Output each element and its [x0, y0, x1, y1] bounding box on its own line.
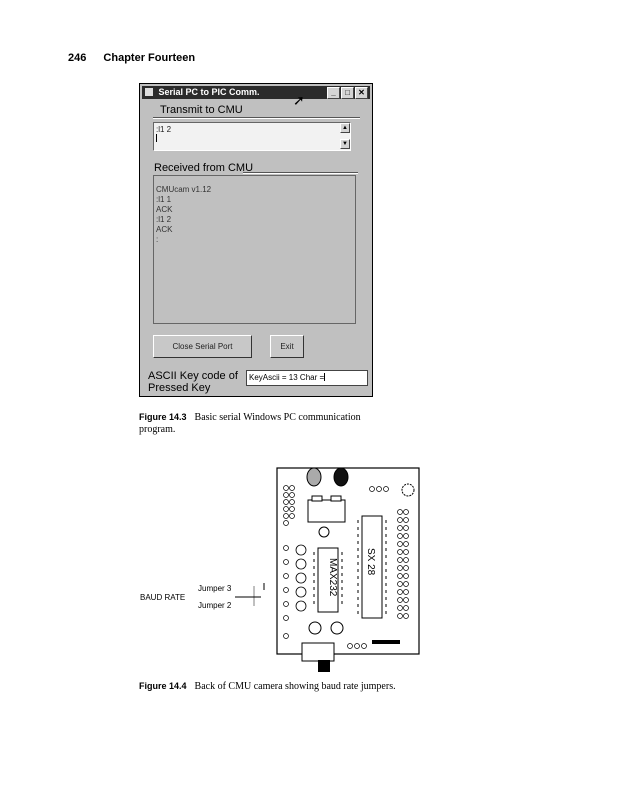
close-button[interactable]: ✕ — [355, 87, 368, 99]
ascii-label-line-2: Pressed Key — [148, 382, 211, 394]
figure-14-3-number: Figure 14.3 — [139, 412, 187, 422]
ascii-value-text: KeyAscii = 13 Char = — [249, 373, 325, 382]
bottom-pads — [348, 644, 367, 649]
top-right-pads — [370, 487, 389, 492]
close-serial-port-button[interactable]: Close Serial Port — [153, 335, 252, 358]
baud-rate-label: BAUD RATE — [140, 593, 186, 602]
received-line: : — [156, 235, 159, 244]
scroll-up-button[interactable]: ▲ — [340, 123, 350, 133]
mouse-pointer-icon: ➚ — [293, 92, 305, 108]
figure-14-3-text-1: Basic serial Windows PC communication — [194, 412, 361, 423]
crystal-can — [331, 622, 343, 634]
figure-14-3-text-2: program. — [139, 424, 176, 435]
power-connector — [308, 500, 345, 522]
received-line: ACK — [156, 205, 173, 214]
minimize-button[interactable]: _ — [327, 87, 340, 99]
figure-14-4-text: Back of CMU camera showing baud rate jumpers. — [194, 681, 396, 692]
camera-module — [302, 643, 334, 661]
crystal-can — [309, 622, 321, 634]
jumper-2-label: Jumper 2 — [198, 601, 232, 610]
sx28-label: SX 28 — [365, 548, 376, 576]
jumper-3-label: Jumper 3 — [198, 584, 232, 593]
mount-hole — [319, 527, 329, 537]
connector-tab — [312, 496, 322, 501]
received-line: :l1 1 — [156, 195, 172, 204]
received-line: CMUcam v1.12 — [156, 185, 212, 194]
received-line: :l1 2 — [156, 215, 172, 224]
transmit-label: Transmit to CMU — [160, 104, 243, 116]
figure-14-4-number: Figure 14.4 — [139, 681, 187, 691]
transmit-text: :l1 2 — [156, 125, 172, 134]
window-title: Serial PC to PIC Comm. — [158, 87, 260, 97]
figure-14-4-caption — [139, 680, 396, 693]
led-black — [334, 468, 348, 486]
scroll-down-button[interactable]: ▼ — [340, 139, 350, 149]
chapter-title: Chapter Fourteen — [103, 52, 196, 64]
camera-lens — [318, 660, 330, 672]
exit-button[interactable]: Exit — [270, 335, 304, 358]
received-line: ACK — [156, 225, 173, 234]
ascii-label-line-1: ASCII Key code of — [148, 370, 238, 382]
led-grey — [307, 468, 321, 486]
connector-tab — [331, 496, 341, 501]
max232-label: MAX232 — [327, 558, 338, 597]
mount-hole — [402, 484, 414, 496]
received-label: Received from CMU — [154, 162, 254, 174]
maximize-button[interactable]: □ — [341, 87, 354, 99]
bottom-header-bar — [372, 640, 400, 644]
page-number: 246 — [68, 52, 87, 64]
